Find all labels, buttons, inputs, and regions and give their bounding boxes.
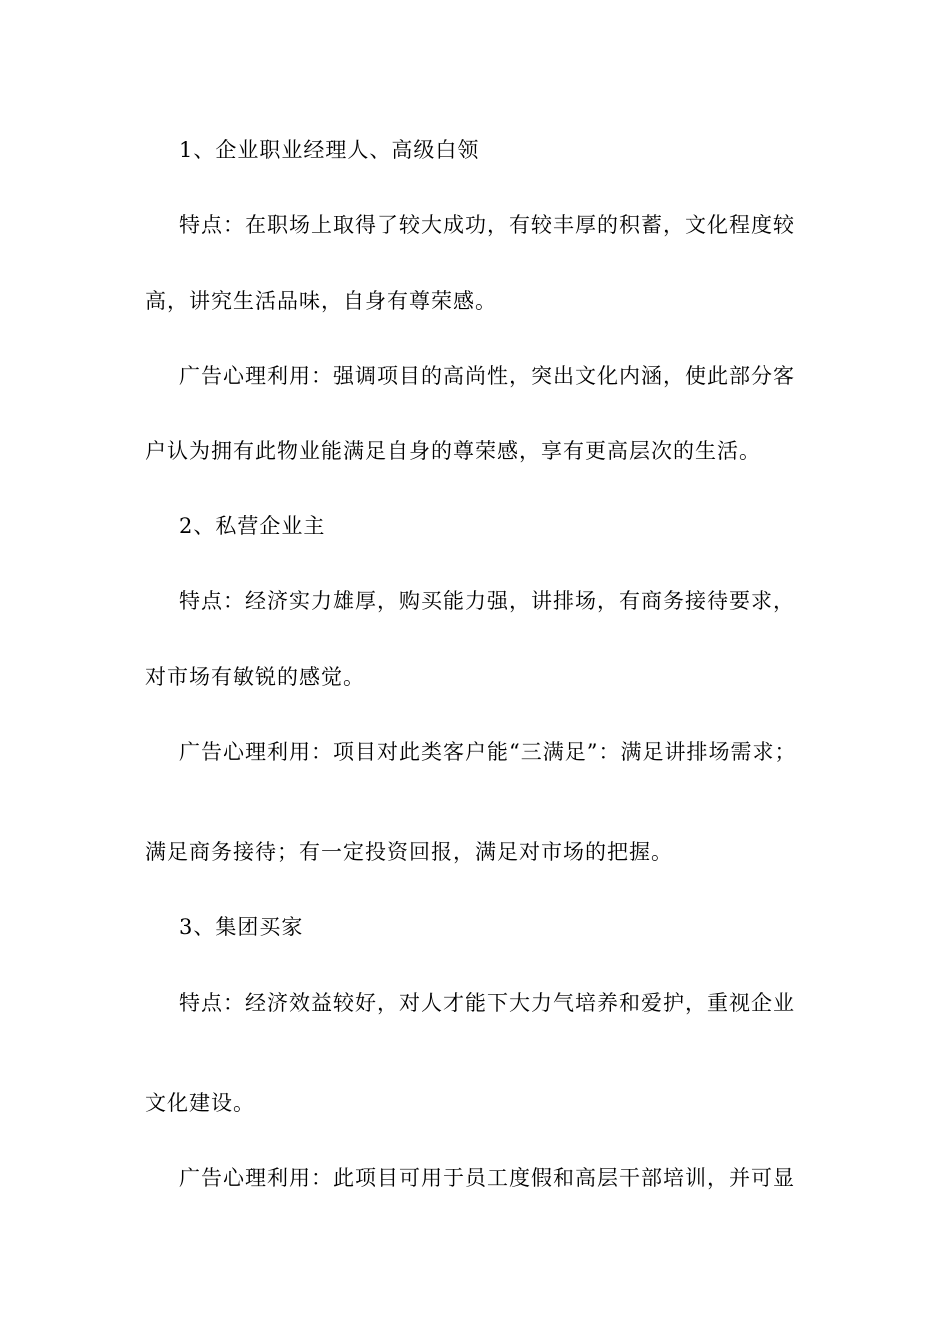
section-2-heading: 2、私营企业主 [179, 514, 326, 538]
section-2-ad-line-2: 满足商务接待；有一定投资回报，满足对市场的把握。 [145, 840, 673, 864]
section-2-traits-line-2: 对市场有敏锐的感觉。 [145, 665, 365, 689]
section-1-ad-line-2: 户认为拥有此物业能满足自身的尊荣感，享有更高层次的生活。 [145, 439, 761, 463]
section-3-traits-line-1: 特点：经济效益较好，对人才能下大力气培养和爱护，重视企业 [179, 991, 795, 1015]
section-1-traits-line-2: 高，讲究生活品味，自身有尊荣感。 [145, 289, 497, 313]
section-3-ad-line-1: 广告心理利用：此项目可用于员工度假和高层干部培训，并可显 [179, 1166, 795, 1190]
section-3-traits-line-2: 文化建设。 [145, 1091, 255, 1115]
section-1-traits-line-1: 特点：在职场上取得了较大成功，有较丰厚的积蓄，文化程度较 [179, 213, 795, 237]
section-2-ad-line-1: 广告心理利用：项目对此类客户能“三满足”：满足讲排场需求； [179, 740, 797, 764]
section-2-traits-line-1: 特点：经济实力雄厚，购买能力强，讲排场，有商务接待要求， [179, 589, 795, 613]
section-1-heading: 1、企业职业经理人、高级白领 [179, 138, 480, 162]
section-1-ad-line-1: 广告心理利用：强调项目的高尚性，突出文化内涵，使此部分客 [179, 364, 795, 388]
section-3-heading: 3、集团买家 [179, 915, 304, 939]
